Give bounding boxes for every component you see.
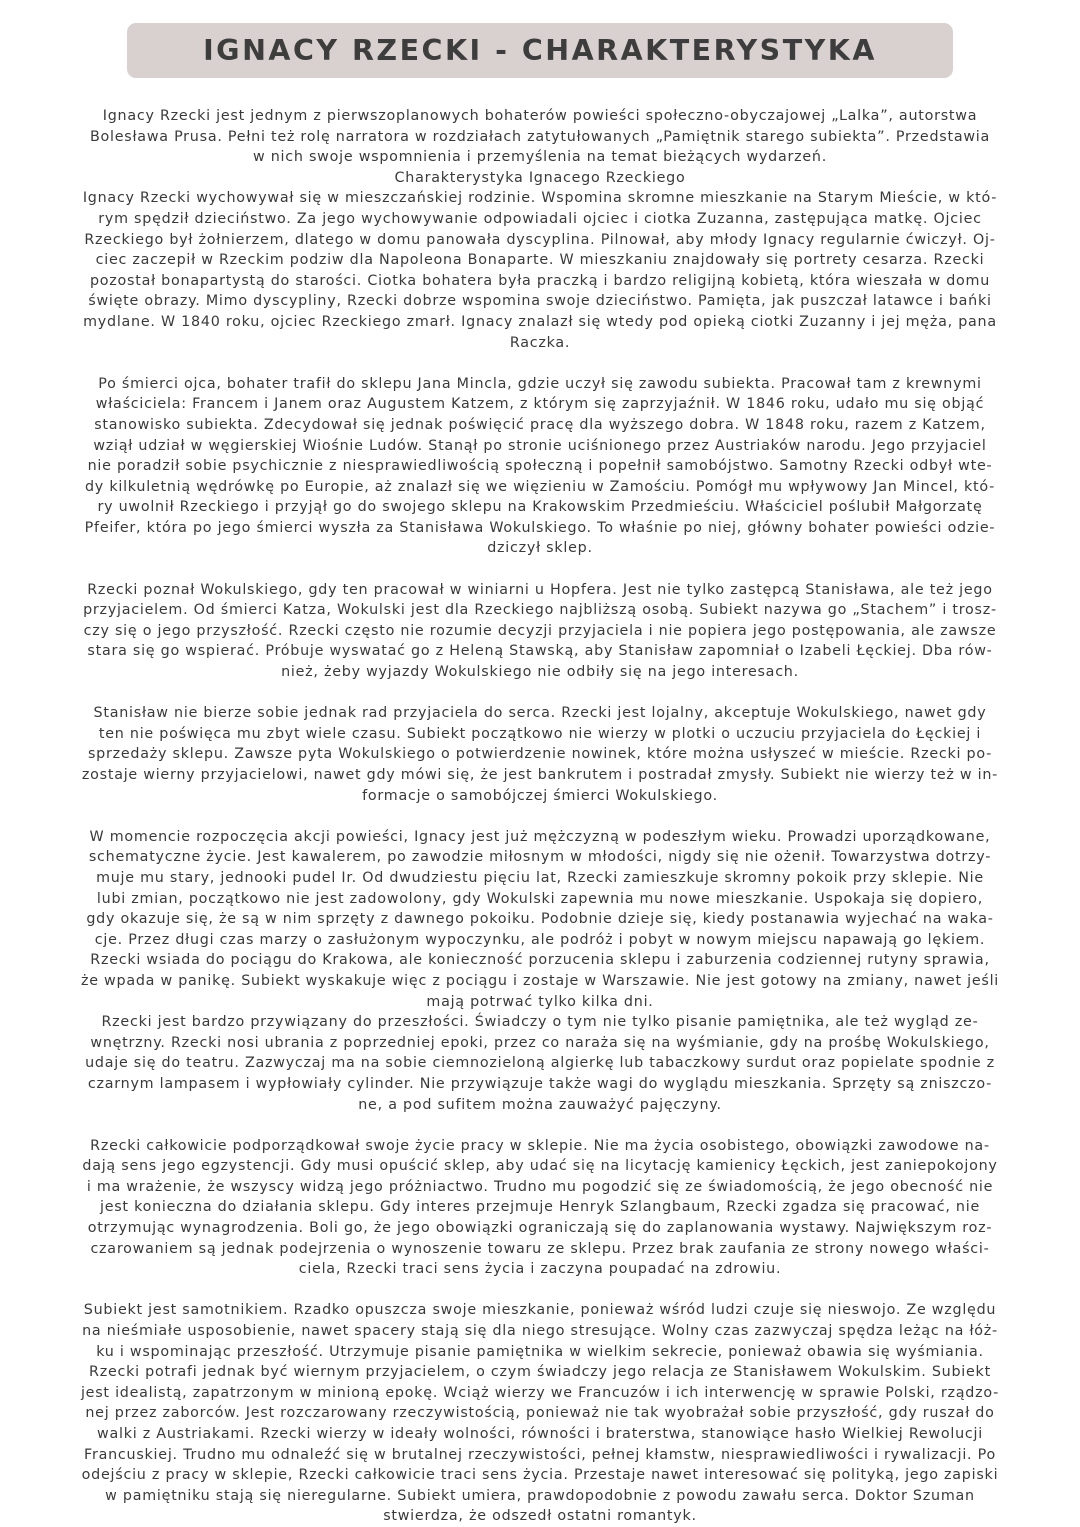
text-line: jest konieczna do działania sklepu. Gdy interes przejmuje Henryk Szlangbaum, Rzecki zgadza się pracować, nie — [99, 1199, 981, 1216]
paragraph — [26, 580, 1054, 683]
text-line: przyjacielem. Od śmierci Katza, Wokulski jest dla Rzeckiego najbliższą osobą. Subiekt nazywa go „Stachem” i trosz- — [83, 602, 997, 619]
text-line: czarowaniem są jednak podejrzenia o wynoszenie towaru ze sklepu. Przez brak zaufania ze strony nowego właści- — [90, 1240, 990, 1257]
text-line: wnętrzny. Rzecki nosi ubrania z poprzedniej epoki, przez co naraża się na wyśmianie, gdy na prośbę Wokulskiego, — [90, 1034, 990, 1051]
text-line: Po śmierci ojca, bohater trafił do sklepu Jana Mincla, gdzie uczył się zawodu subiekta. Pracował tam z krewnymi — [98, 375, 982, 392]
text-line: Rzecki całkowicie podporządkował swoje życie pracy w sklepie. Nie ma życia osobistego, obowiązki zawodowe na- — [90, 1137, 990, 1154]
text-line: czarnym lampasem i wypłowiały cylinder. Nie przywiązuje także wagi do wyglądu mieszkania. Sprzęty są zniszczo- — [87, 1075, 993, 1092]
paragraph-spacer — [26, 683, 1054, 704]
text-line: Rzeckiego był żołnierzem, dlatego w domu panowała dyscyplina. Pilnował, aby młody Ignacy regularnie ćwiczył. Oj- — [84, 231, 996, 248]
paragraph-spacer — [26, 353, 1054, 374]
text-line: sprzedaży sklepu. Zawsze pyta Wokulskiego o potwierdzenie nowinek, które można usłyszeć w mieście. Rzecki po- — [87, 746, 993, 763]
paragraph-spacer — [26, 806, 1054, 827]
text-line: ry uwolnił Rzeckiego i przyjął go do swojego sklepu na Krakowskim Przedmieściu. Właściciel poślubił Małgorzatę — [97, 499, 983, 516]
document-title: IGNACY RZECKI - CHARAKTERYSTYKA — [203, 34, 877, 67]
text-line: nież, żeby wyjazdy Wokulskiego nie odbiły się na jego interesach. — [281, 664, 799, 681]
title-banner — [127, 23, 953, 78]
text-line: gdy okazuje się, że są w nim sprzęty z dawnego pokoiku. Podobnie dzieje się, kiedy postanawia wyjechać na waka- — [86, 911, 994, 928]
text-line: walki z Austriakami. Rzecki wierzy w ideały wolności, równości i braterstwa, stanowiące hasło Wielkiej Rewolucji — [97, 1426, 983, 1442]
text-line: Rzecki jest bardzo przywiązany do przeszłości. Świadczy o tym nie tylko pisanie pamiętnika, ale też wygląd ze- — [101, 1014, 979, 1031]
section-heading — [26, 168, 1054, 189]
text-line: dy kilkuletnią wędrówkę po Europie, aż znalazł się we więzieniu w Zamościu. Pomógł mu wpływowy Jan Mincel, któ- — [84, 478, 995, 495]
text-line: mają potrwać tylko kilka dni. — [426, 993, 654, 1010]
text-line: rym spędził dzieciństwo. Za jego wychowywanie odpowiadali ojciec i ciotka Zuzanna, zastępująca matkę. Ojciec — [98, 210, 982, 227]
text-line: Subiekt jest samotnikiem. Rzadko opuszcza swoje mieszkanie, ponieważ wśród ludzi czuje się nieswojo. Ze względu — [83, 1302, 997, 1319]
paragraph — [26, 703, 1054, 806]
text-line: wziął udział w węgierskiej Wiośnie Ludów. Stanął po stronie uciśnionego przez Austriaków narodu. Jego przyjaciel — [93, 437, 987, 454]
text-line: ciec zaczepił w Rzeckim podziw dla Napoleona Bonaparte. W mieszkaniu znajdowały się portrety cesarza. Rzecki — [95, 252, 985, 269]
paragraph-spacer — [26, 559, 1054, 580]
text-line: na nieśmiałe usposobienie, nawet spacery stają się dla niego stresujące. Wolny czas zazwyczaj spędza leżąc na łóż- — [82, 1323, 998, 1340]
text-line: formacje o samobójczej śmierci Wokulskiego. — [362, 787, 718, 804]
text-line: Pfeifer, która po jego śmierci wyszła za Stanisława Wokulskiego. To właśnie po niej, główny bohater powieści odzie- — [84, 519, 996, 536]
text-line: Raczka. — [509, 334, 571, 351]
text-line: Rzecki potrafi jednak być wiernym przyjacielem, o czym świadczy jego relacja ze Stanisławem Wokulskim. Subiekt — [89, 1364, 991, 1381]
text-line: że wpada w panikę. Subiekt wyskakuje więc z pociągu i zostaje w Warszawie. Nie jest gotowy na zmiany, nawet jeśli — [80, 972, 1000, 989]
paragraph — [26, 1012, 1054, 1115]
paragraph — [26, 827, 1054, 1012]
text-line: zostaje wierny przyjacielowi, nawet gdy mówi się, że jest bankrutem i postradał zmysły. Subiekt nie wierzy też w in- — [81, 767, 999, 783]
paragraph-spacer — [26, 1115, 1054, 1136]
text-line: stwierdza, że odszedł ostatni romantyk. — [383, 1508, 697, 1525]
text-line: jest idealistą, zapatrzonym w minioną epokę. Wciąż wierzy we Francuzów i ich interwencję w sprawie Polski, rządzo- — [80, 1384, 1000, 1401]
text-line: Rzecki wsiada do pociągu do Krakowa, ale konieczność porzucenia sklepu i zaburzenia codziennej rutyny sprawia, — [90, 952, 990, 969]
paragraph — [26, 374, 1054, 559]
paragraph — [26, 1136, 1054, 1280]
text-line: lubi zmian, początkowo nie jest zadowolony, gdy Wokulski zapewnia mu nowe mieszkanie. Uspokaja się dopiero, — [96, 890, 984, 907]
text-line: Bolesława Prusa. Pełni też rolę narratora w rozdziałach zatytułowanych „Pamiętnik starego subiekta”. Przedstawia — [89, 128, 991, 145]
paragraph — [26, 106, 1054, 168]
text-line: w pamiętniku stają się nieregularne. Subiekt umiera, prawdopodobnie z powodu zawału serca. Doktor Szuman — [105, 1487, 975, 1504]
text-line: Ignacy Rzecki wychowywał się w mieszczańskiej rodzinie. Wspomina skromne mieszkanie na Starym Mieście, w któ- — [82, 190, 998, 207]
paragraph — [26, 1300, 1054, 1527]
text-line: otrzymując wynagrodzenia. Boli go, że jego obowiązki ograniczają się do zaplanowania wystawy. Największym roz- — [87, 1220, 993, 1237]
text-line: ten nie poświęca mu zbyt wiele czasu. Subiekt początkowo nie wierzy w plotki o uczuciu przyjaciela do Łęckiej i — [98, 725, 982, 742]
text-line: muje mu stary, jednooki pudel Ir. Od dwudziestu pięciu lat, Rzecki zamieszkuje skromny pokoik przy sklepie. Nie — [96, 869, 984, 886]
text-line: Rzecki poznał Wokulskiego, gdy ten pracował w winiarni u Hopfera. Jest nie tylko zastępcą Stanisława, ale też jego — [87, 581, 993, 598]
paragraph-spacer — [26, 1280, 1054, 1301]
paragraph — [26, 188, 1054, 353]
text-line: cje. Przez długi czas marzy o zasłużonym wypoczynku, ale podróż i pobyt w nowym miejscu napawają go lękiem. — [94, 931, 986, 948]
text-line: i ma wrażenie, że wszyscy widzą jego próżniactwo. Trudno mu pogodzić się ze świadomością, że jego obecność nie — [86, 1178, 994, 1195]
text-line: stara się go wspierać. Próbuje wyswatać go z Heleną Stawską, aby Stanisław zapomniał o Izabeli Łęckiej. Dba rów- — [87, 643, 993, 660]
text-line: w nich swoje wspomnienia i przemyślenia na temat bieżących wydarzeń. — [253, 149, 827, 166]
text-line: ku i wspominając przeszłość. Utrzymuje pisanie pamiętnika w wielkim sekrecie, ponieważ obawia się wyśmiania. — [96, 1343, 984, 1360]
text-line: Francuskiej. Trudno mu odnaleźć się w brutalnej rzeczywistości, pełnej kłamstw, niesprawiedliwości i rywalizacji. Po — [84, 1446, 996, 1463]
text-line: dają sens jego egzystencji. Gdy musi opuścić sklep, aby udać się na licytację kamienicy Łęckich, jest zaniepokojony — [82, 1158, 998, 1175]
text-line: ciela, Rzecki traci sens życia i zaczyna poupadać na zdrowiu. — [298, 1261, 782, 1278]
text-line: stanowisko subiekta. Zdecydował się jednak poświęcić pracę dla wyższego dobra. W 1848 roku, razem z Katzem, — [94, 416, 986, 433]
text-line: Stanisław nie bierze sobie jednak rad przyjaciela do serca. Rzecki jest lojalny, akceptuje Wokulskiego, nawet gdy — [93, 705, 987, 722]
text-line: udaje się do teatru. Zazwyczaj ma na sobie ciemnozieloną algierkę lub tabaczkowy surdut oraz popielate spodnie z — [85, 1055, 995, 1072]
text-line: nej przez zaborców. Jest rozczarowany rzeczywistością, ponieważ nie tak wyobrażał sobie przyszłość, gdy ruszał do — [85, 1405, 995, 1422]
document-body — [26, 106, 1054, 1527]
text-line: Charakterystyka Ignacego Rzeckiego — [394, 169, 686, 186]
text-line: schematyczne życie. Jest kawalerem, po zawodzie miłosnym w młodości, nigdy się nie ożenił. Towarzystwa dotrzy- — [88, 849, 992, 866]
text-line: właściciela: Francem i Janem oraz Augustem Katzem, z którym się zaprzyjaźnił. W 1846 roku, udało mu się objąć — [95, 396, 985, 413]
text-line: W momencie rozpoczęcia akcji powieści, Ignacy jest już mężczyzną w podeszłym wieku. Prowadzi uporządkowane, — [89, 828, 991, 845]
text-line: mydlane. W 1840 roku, ojciec Rzeckiego zmarł. Ignacy znalazł się wtedy pod opieką ciotki Zuzanny i jej męża, pana — [83, 313, 997, 330]
text-line: święte obrazy. Mimo dyscypliny, Rzecki dobrze wspomina swoje dzieciństwo. Pamięta, jak puszczał latawce i bańki — [88, 293, 992, 310]
text-line: dziczył sklep. — [487, 540, 593, 557]
text-line: pozostał bonapartystą do starości. Ciotka bohatera była praczką i bardzo religijną kobietą, która wieszała w domu — [89, 272, 991, 289]
text-line: Ignacy Rzecki jest jednym z pierwszoplanowych bohaterów powieści społeczno-obyczajowej „Lalka”, autorstwa — [102, 108, 978, 124]
text-line: ne, a pod sufitem można zauważyć pajęczyny. — [358, 1096, 722, 1113]
text-line: czy się o jego przyszłość. Rzecki często nie rozumie decyzji przyjaciela i nie popiera jego postępowania, ale zawsze — [83, 622, 997, 639]
text-line: odejściu z pracy w sklepie, Rzecki całkowicie traci sens życia. Przestaje nawet interesować się polityką, jego zapiski — [81, 1467, 999, 1484]
text-line: nie poradził sobie psychicznie z niesprawiedliwością społeczną i popełnił samobójstwo. Samotny Rzecki odbył wte- — [87, 458, 993, 475]
